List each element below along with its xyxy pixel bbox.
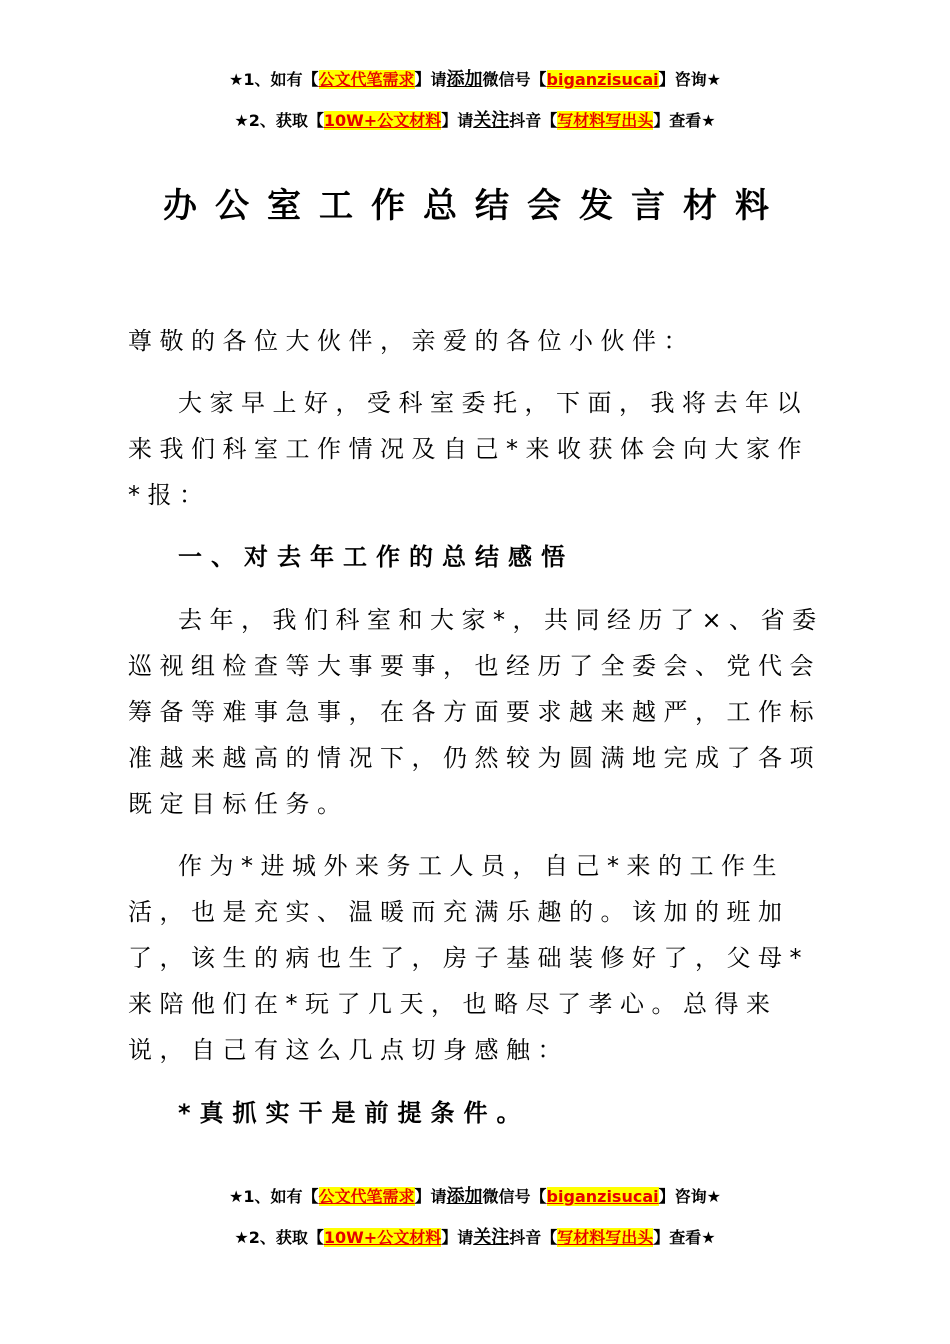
ad-emphasis: 关注 <box>473 110 510 131</box>
section-heading-2: *真抓实干是前提条件。 <box>178 1099 530 1127</box>
star-icon: ★ <box>234 111 249 130</box>
ad-highlight: 10W+公文材料 <box>323 111 442 130</box>
section-heading-1: 一、对去年工作的总结感悟 <box>178 543 574 571</box>
ad-line-2-top <box>0 111 950 131</box>
ad-line-1-top <box>0 70 950 90</box>
document-title: 办公室工作总结会发言材料 <box>163 186 787 226</box>
ad-highlight: biganzisucai <box>546 70 659 89</box>
ad-text: 】请 <box>414 70 447 89</box>
ad-emphasis: 添加 <box>446 1186 483 1207</box>
ad-text: 】查看★ <box>653 1228 716 1247</box>
ad-text: 微信号【 <box>482 70 547 89</box>
ad-highlight: 写材料写出头 <box>557 111 654 130</box>
ad-line-1-bottom <box>0 1187 950 1207</box>
ad-highlight: 写材料写出头 <box>557 1228 654 1247</box>
paragraph-2: 去年，我们科室和大家*，共同经历了×、省委巡视组检查等大事要事，也经历了全委会、党代会筹备等难事急事，在各方面要求越来越严，工作标准越来越高的情况下，仍然较为圆满地完成了各项既定目标任务。 <box>128 606 824 818</box>
ad-highlight: 公文代笔需求 <box>318 70 415 89</box>
ad-text: 】咨询★ <box>658 70 721 89</box>
ad-emphasis: 关注 <box>473 1227 510 1248</box>
ad-highlight: 10W+公文材料 <box>323 1228 442 1247</box>
ad-text: 2、获取【 <box>248 1228 324 1247</box>
ad-highlight: 公文代笔需求 <box>318 1187 415 1206</box>
paragraph-1: 大家早上好，受科室委托，下面，我将去年以来我们科室工作情况及自己*来收获体会向大家作*报： <box>128 389 809 509</box>
ad-text: 1、如有【 <box>243 1187 319 1206</box>
ad-emphasis: 添加 <box>446 69 483 90</box>
ad-text: 2、获取【 <box>248 111 324 130</box>
salutation: 尊敬的各位大伙伴，亲爱的各位小伙伴： <box>128 327 695 355</box>
ad-text: 1、如有【 <box>243 70 319 89</box>
star-icon: ★ <box>229 70 244 89</box>
ad-text: 】查看★ <box>653 111 716 130</box>
ad-text: 抖音【 <box>509 111 558 130</box>
ad-text: 】请 <box>441 1228 474 1247</box>
star-icon: ★ <box>229 1187 244 1206</box>
star-icon: ★ <box>234 1228 249 1247</box>
ad-highlight: biganzisucai <box>546 1187 659 1206</box>
ad-text: 】咨询★ <box>658 1187 721 1206</box>
paragraph-3: 作为*进城外来务工人员，自己*来的工作生活，也是充实、温暖而充满乐趣的。该加的班加了，该生的病也生了，房子基础装修好了，父母*来陪他们在*玩了几天，也略尽了孝心。总得来说，自己有这么几点切身感触： <box>128 852 809 1064</box>
ad-line-2-bottom <box>0 1228 950 1248</box>
ad-text: 抖音【 <box>509 1228 558 1247</box>
ad-text: 微信号【 <box>482 1187 547 1206</box>
ad-text: 】请 <box>414 1187 447 1206</box>
ad-text: 】请 <box>441 111 474 130</box>
